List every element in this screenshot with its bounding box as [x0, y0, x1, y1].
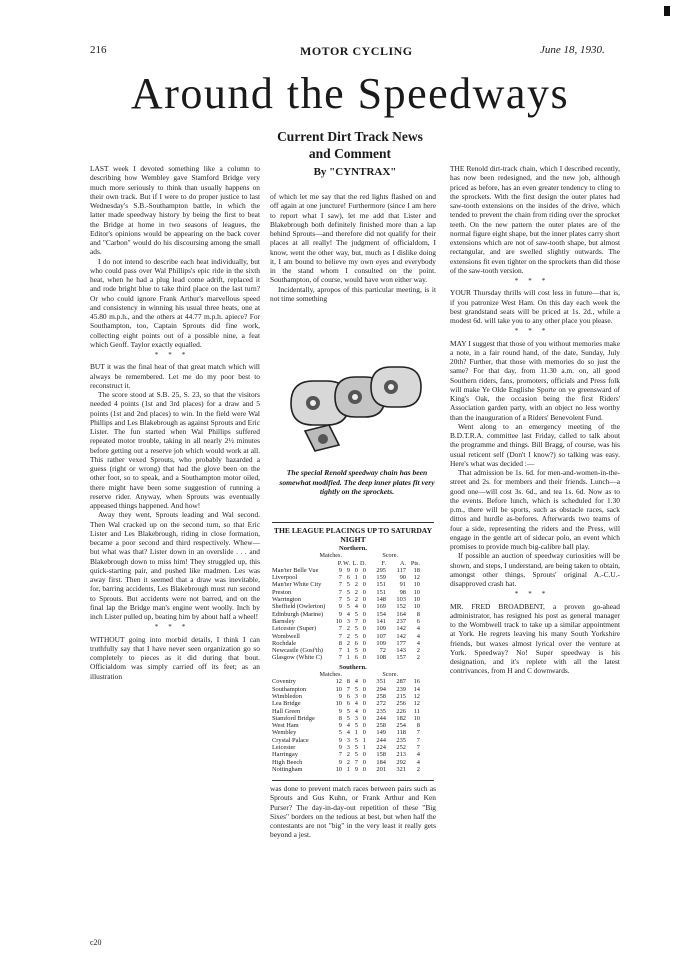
- cell-l: 2: [354, 588, 358, 596]
- cell-p: 7: [338, 625, 342, 633]
- cell-d: 0: [362, 685, 366, 693]
- table-row: [272, 744, 434, 751]
- cell-pts: 4: [416, 639, 420, 647]
- cell-l: 1: [354, 729, 358, 737]
- table-row: [272, 759, 434, 766]
- cell-pts: 4: [416, 632, 420, 640]
- cell-f: 201: [376, 765, 386, 773]
- cell-p: 7: [338, 596, 342, 604]
- cell-team: Newcastle (Gosf'th): [272, 647, 324, 655]
- cell-p: 7: [338, 574, 342, 582]
- table-row: [272, 708, 434, 715]
- cell-team: Coventry: [272, 678, 296, 686]
- cell-team: Leicester: [272, 744, 296, 752]
- paragraph: If possible an auction of speedway curiosities will be shown, and steps, I understand, are being taken to obtain, amongst other things, Sprouts' original A.-C.U.-disapproved crash hat.: [450, 551, 620, 588]
- paragraph: BUT it was the final heat of that great match which will always be remembered. Let me do my poor best to reconstruct it.: [90, 362, 260, 390]
- cell-l: 6: [354, 639, 358, 647]
- cell-l: 5: [354, 751, 358, 759]
- cell-w: 2: [346, 625, 350, 633]
- section-break: ***: [514, 327, 556, 336]
- cell-f: 295: [376, 566, 386, 574]
- paragraph: The score stood at S.B. 25, S. 23, so that the visitors needed 4 points (1st and 3rd places) for a draw and 5 points (1st and 2nd places) to win. In the field were Wal Phillips and Les Blakebrough as against Sprouts and Eric Lister. The fun started when Wal Phillips suffered repeated motor trouble, taking in all nearly 2½ minutes before getting out a reserve job which would work at all. This rather vexed Sprouts, who probably hazarded a guess (right or wrong) that had the glove been on the other foot, so to speak, and a Southampton motor oiled, there might have been some suggestion of running a reserve rider. Anyway, when Sprouts was eventually appeased things happened. And how!: [90, 390, 260, 510]
- section-break: ***: [514, 277, 556, 285]
- cell-w: 6: [346, 574, 350, 582]
- cell-team: Edinburgh (Marine): [272, 610, 324, 618]
- cell-l: 2: [354, 581, 358, 589]
- league-table: [272, 526, 434, 773]
- table-row: [272, 596, 434, 603]
- cell-l: 5: [354, 736, 358, 744]
- col-d: D.: [359, 559, 366, 567]
- cell-pts: 2: [416, 647, 420, 655]
- cell-a: 252: [396, 744, 406, 752]
- paragraph: LAST week I devoted something like a column to describing how Wembley gave Stamford Bridge very much more seriously to think than usually happens on their own track. But if I were to do proper justice to last Wednesday's S.B.-Southampton battle, in which the latter made speedway history by being the first to beat the Bridge at home in two seasons of leagues, the Editor's opinions would be appearing on the back cover and "Carbon" would do his discoursing among the small ads.: [90, 164, 260, 257]
- cell-p: 7: [338, 632, 342, 640]
- cell-a: 213: [396, 751, 406, 759]
- cell-a: 91: [399, 581, 406, 589]
- col-l: L.: [352, 559, 358, 567]
- cell-p: 9: [338, 736, 342, 744]
- table-row: [272, 567, 434, 574]
- cell-team: Wembley: [272, 729, 297, 737]
- cell-team: Southampton: [272, 685, 307, 693]
- table-row: [272, 751, 434, 758]
- cell-a: 321: [396, 765, 406, 773]
- cell-f: 72: [379, 647, 386, 655]
- cell-w: 6: [346, 700, 350, 708]
- cell-team: Crystal Palace: [272, 736, 309, 744]
- col-p: P.: [337, 559, 342, 567]
- cell-w: 2: [346, 758, 350, 766]
- cell-l: 4: [354, 678, 358, 686]
- cell-f: 151: [376, 581, 386, 589]
- cell-d: 0: [362, 714, 366, 722]
- cell-d: 0: [362, 610, 366, 618]
- cell-team: Sheffield (Owlerton): [272, 603, 326, 611]
- article-title: Around the Speedways: [130, 69, 570, 118]
- cell-a: 292: [396, 758, 406, 766]
- cell-w: 8: [346, 678, 350, 686]
- cell-w: 5: [346, 707, 350, 715]
- cell-d: 0: [362, 581, 366, 589]
- cell-f: 272: [376, 700, 386, 708]
- cell-w: 9: [346, 566, 350, 574]
- cell-f: 258: [376, 722, 386, 730]
- article-subtitle: Current Dirt Track News and Comment: [277, 129, 423, 161]
- cell-a: 256: [396, 700, 406, 708]
- cell-a: 177: [396, 639, 406, 647]
- cell-l: 7: [354, 617, 358, 625]
- cell-l: 4: [354, 707, 358, 715]
- cell-w: 3: [346, 736, 350, 744]
- cell-f: 184: [376, 758, 386, 766]
- league-heading: THE LEAGUE PLACINGS UP TO SATURDAY NIGHT: [273, 526, 433, 544]
- cell-p: 9: [338, 744, 342, 752]
- cell-p: 5: [338, 729, 342, 737]
- cell-f: 141: [376, 617, 386, 625]
- cell-team: Harringay: [272, 751, 298, 759]
- cell-d: 0: [362, 625, 366, 633]
- cell-d: 0: [362, 700, 366, 708]
- cell-l: 7: [354, 758, 358, 766]
- cell-l: 4: [354, 700, 358, 708]
- cell-p: 12: [335, 678, 342, 686]
- cell-w: 4: [346, 722, 350, 730]
- cell-p: 9: [338, 758, 342, 766]
- cell-pts: 16: [413, 678, 420, 686]
- cell-p: 7: [338, 647, 342, 655]
- cell-l: 2: [354, 596, 358, 604]
- cell-f: 109: [376, 625, 386, 633]
- cell-team: Nottingham: [272, 765, 303, 773]
- table-row: [272, 574, 434, 581]
- cell-d: 0: [362, 707, 366, 715]
- cell-d: 0: [362, 588, 366, 596]
- cell-w: 3: [346, 617, 350, 625]
- cell-p: 9: [338, 566, 342, 574]
- cell-pts: 4: [416, 625, 420, 633]
- cell-a: 142: [396, 625, 406, 633]
- divider: [272, 780, 434, 781]
- cell-pts: 4: [416, 751, 420, 759]
- cell-p: 8: [338, 714, 342, 722]
- cell-d: 0: [362, 639, 366, 647]
- paragraph: WITHOUT going into morbid details, I think I can truthfully say that I have never seen organization go so completely to pieces as it did during that bout. Officialdom was simply carried off its feet; as an illustration: [90, 634, 260, 681]
- cell-team: Rochdale: [272, 639, 297, 647]
- cell-p: 9: [338, 707, 342, 715]
- cell-d: 0: [362, 574, 366, 582]
- table-row: [272, 618, 434, 625]
- column-middle-bottom: [270, 784, 436, 840]
- page-footer-code: c20: [90, 938, 102, 947]
- cell-d: 0: [362, 654, 366, 662]
- paragraph: YOUR Thursday thrills will cost less in future—that is, if you patronize West Ham. On this day each week the best grandstand seats will be priced at 1s. 2d., while a modest 6d. will take you to any other place you please.: [450, 288, 620, 325]
- cell-d: 0: [362, 765, 366, 773]
- cell-p: 10: [335, 685, 342, 693]
- cell-w: 4: [346, 610, 350, 618]
- cell-team: Lea Bridge: [272, 700, 301, 708]
- cell-pts: 14: [413, 685, 420, 693]
- table-row: [272, 693, 434, 700]
- cell-pts: 2: [416, 654, 420, 662]
- table-row: [272, 766, 434, 773]
- cell-p: 7: [338, 751, 342, 759]
- cell-l: 3: [354, 692, 358, 700]
- cell-f: 224: [376, 744, 386, 752]
- cell-w: 6: [346, 692, 350, 700]
- cell-f: 258: [376, 692, 386, 700]
- southern-rows: [272, 678, 434, 773]
- cell-a: 226: [396, 707, 406, 715]
- cell-l: 5: [354, 610, 358, 618]
- paragraph: That admission be 1s. 6d. for men-and-women-in-the-street and 2s. for members and their friends. Lunch—a good one—will cost 3s. 6d., and tea 1s. 6d. Now as to the events. Before lunch, which is scheduled for 1.30 p.m., there will be sports, such as obstacle races, sack dittos and hurdle as-befores. Afterwards two teams of four a side, representing the riders and the Press, will engage in the gentle art of sidecar polo, an event which promises to provide much big-calibre ball play.: [450, 468, 620, 551]
- cell-f: 151: [376, 588, 386, 596]
- cell-l: 5: [354, 685, 358, 693]
- col-w: W.: [343, 559, 350, 567]
- cell-team: Man'ter White City: [272, 581, 322, 589]
- cell-d: 0: [362, 617, 366, 625]
- paragraph: MR. FRED BROADBENT, a proven go-ahead administrator, has resigned his post as general manager to the Wombwell track to take up a similar appointment at York. He regrets leaving his many South Yorkshire friends, but waxes almost lyrical over the venture at York. Speedway? No! Super speedway is his designation, and it's replete with all the latest contrivances, from H and C downwards.: [450, 601, 620, 676]
- table-row: [272, 700, 434, 707]
- cell-p: 9: [338, 610, 342, 618]
- cell-p: 10: [335, 617, 342, 625]
- cell-p: 10: [335, 765, 342, 773]
- cell-w: 2: [346, 632, 350, 640]
- northern-rows: [272, 567, 434, 662]
- cell-a: 254: [396, 722, 406, 730]
- cell-pts: 7: [416, 744, 420, 752]
- cell-team: Leicester (Super): [272, 625, 317, 633]
- cell-d: 0: [362, 647, 366, 655]
- cell-p: 9: [338, 722, 342, 730]
- cell-l: 5: [354, 632, 358, 640]
- cell-p: 7: [338, 654, 342, 662]
- section-break: ***: [514, 590, 556, 599]
- paragraph: of which let me say that the red lights flashed on and off again at one juncture! Furthermore (since I am here to report what I saw), let me add that Lister and Blakebrough both definitely finished more than a lap behind Sprouts—and therefore did not qualify for their places at all really! The judgment of officialdom, I know, went the other way, but, much as I dislike doing it, I am bound to believe my own eyes and everybody in the stand whom I consulted on the point. Southampton, of course, would have won either way.: [270, 192, 436, 285]
- paragraph: THE Renold dirt-track chain, which I described recently, has now been redesigned, and the new job, although priced as before, has an even greater tendency to cling to the sprockets. With the first design the outer plates had saw-tooth extensions on the insides of the drive, which tended to prevent the chain from riding over the sprocket teeth. On the new pattern the outer plates are of the normal figure eight shape, but the inner plates carry short extensions which are not of saw-tooth shape, but almost rectangular, and are swelled slightly outwards. The extensions fit even tighter on the sprockets than did those of the saw-tooth version.: [450, 164, 620, 275]
- table-row: [272, 625, 434, 632]
- paragraph: Incidentally, apropos of this particular meeting, is it not time something: [270, 284, 436, 303]
- cell-w: 1: [346, 647, 350, 655]
- cell-a: 287: [396, 678, 406, 686]
- figure-caption: The special Renold speedway chain has been somewhat modified. The deep inner plates fit very tightly on the sprockets.: [279, 468, 435, 496]
- cell-pts: 18: [413, 566, 420, 574]
- paragraph: was done to prevent match races between pairs such as Sprouts and Gus Kuhn, or Frank Arthur and Ken Purser? The day-in-day-out repetition of these "Big Sixes" borders on the tedious at best, but when half the contestants are not "big" in the very least it really gets beyond a jest.: [270, 784, 436, 840]
- cell-pts: 10: [413, 714, 420, 722]
- cell-w: 2: [346, 639, 350, 647]
- table-row: [272, 678, 434, 685]
- cell-f: 158: [376, 751, 386, 759]
- cell-l: 5: [354, 625, 358, 633]
- cell-d: 0: [362, 566, 366, 574]
- table-row: [272, 737, 434, 744]
- cell-w: 5: [346, 714, 350, 722]
- cell-team: Liverpool: [272, 574, 298, 582]
- cell-p: 7: [338, 588, 342, 596]
- cell-l: 6: [354, 654, 358, 662]
- scan-registration-mark: [664, 6, 670, 16]
- page-number: 216: [90, 44, 107, 56]
- cell-team: Glasgow (White C): [272, 654, 323, 662]
- col-pts: Pts.: [410, 559, 420, 567]
- cell-w: 5: [346, 596, 350, 604]
- cell-l: 3: [354, 714, 358, 722]
- cell-f: 107: [376, 632, 386, 640]
- cell-f: 149: [376, 729, 386, 737]
- table-header: [272, 671, 434, 678]
- cell-f: 235: [376, 707, 386, 715]
- cell-a: 142: [396, 632, 406, 640]
- cell-f: 108: [376, 654, 386, 662]
- table-row: [272, 729, 434, 736]
- cell-pts: 8: [416, 610, 420, 618]
- cell-d: 1: [362, 736, 366, 744]
- cell-a: 164: [396, 610, 406, 618]
- cell-d: 0: [362, 692, 366, 700]
- cell-p: 7: [338, 581, 342, 589]
- cell-a: 182: [396, 714, 406, 722]
- cell-w: 5: [346, 581, 350, 589]
- cell-pts: 11: [413, 707, 420, 715]
- cell-team: Wombwell: [272, 632, 300, 640]
- cell-pts: 10: [413, 596, 420, 604]
- cell-pts: 12: [413, 574, 420, 582]
- cell-team: Barnsley: [272, 617, 295, 625]
- cell-a: 98: [399, 588, 406, 596]
- table-row: [272, 640, 434, 647]
- table-row: [272, 654, 434, 661]
- cell-w: 2: [346, 751, 350, 759]
- score-header: Score.: [382, 552, 398, 560]
- cell-f: 169: [376, 603, 386, 611]
- cell-f: 244: [376, 714, 386, 722]
- cell-d: 0: [362, 603, 366, 611]
- cell-pts: 7: [416, 729, 420, 737]
- paragraph: I do not intend to describe each heat individually, but who could pass over Wal Phillips's epic ride in the sixth heat, when he had a plug lead come adrift, replaced it and rode bright blue to take third place on the last turn? Or who could ignore Frank Arthur's marvellous speed and consistency in winning his usual three heats, one at 45.80 m.p.h., and the others at 44.77 m.p.h. apiece? For Southampton, too, Captain Sprouts did fine work, collecting eight points out of a possible nine, a feat which Geoff. Taylor exactly equalled.: [90, 256, 260, 349]
- cell-a: 117: [396, 566, 406, 574]
- cell-d: 1: [362, 744, 366, 752]
- cell-w: 1: [346, 654, 350, 662]
- renold-chain-illustration: [285, 345, 425, 467]
- cell-d: 0: [362, 751, 366, 759]
- cell-team: West Ham: [272, 722, 299, 730]
- cell-team: Wimbledon: [272, 692, 302, 700]
- cell-team: Warrington: [272, 596, 301, 604]
- cell-w: 5: [346, 603, 350, 611]
- cell-a: 118: [396, 729, 406, 737]
- cell-team: Stamford Bridge: [272, 714, 315, 722]
- cell-d: 0: [362, 722, 366, 730]
- table-row: [272, 589, 434, 596]
- table-row: [272, 647, 434, 654]
- cell-team: Hall Green: [272, 707, 301, 715]
- magazine-masthead: MOTOR CYCLING: [300, 44, 413, 58]
- score-header: Score.: [382, 671, 398, 679]
- article-byline: By "CYNTRAX": [313, 166, 397, 178]
- cell-pts: 10: [413, 588, 420, 596]
- cell-l: 5: [354, 744, 358, 752]
- cell-d: 0: [362, 758, 366, 766]
- cell-l: 4: [354, 603, 358, 611]
- northern-label: Northern.: [338, 545, 368, 552]
- cell-pts: 12: [413, 692, 420, 700]
- cell-a: 235: [396, 736, 406, 744]
- cell-pts: 8: [416, 722, 420, 730]
- cell-w: 1: [346, 765, 350, 773]
- divider: [272, 522, 434, 523]
- matches-header: Matches.: [319, 671, 342, 679]
- table-row: [272, 611, 434, 618]
- table-header: [272, 552, 434, 559]
- cell-f: 351: [376, 678, 386, 686]
- table-row: [272, 603, 434, 610]
- paragraph: Away they went, Sprouts leading and Wal second. Then Wal cracked up on the second turn, so that Eric Lister and Les Blakebrough, riding in close formation, became a poor second and third respectively. Whew—but what was that? Lister down in an overslide . . . and Blakebrough down to miss him! They struggled up, this quick-starting pair, and pushed like madmen. Les was away first. Then it seemed that a draw was inevitable, for, barring accidents, Les Blakebrough must run second to Sprouts. But accidents were not barred, and on the final lap the Bridge man's engine went woolly. Inch by inch Lister pulled up, beating him by about half a wheel!: [90, 510, 260, 621]
- matches-header: Matches.: [319, 552, 342, 560]
- cell-a: 152: [396, 603, 406, 611]
- cell-f: 148: [376, 596, 386, 604]
- cell-team: High Beech: [272, 758, 303, 766]
- southern-label: Southern.: [339, 663, 367, 671]
- paragraph: MAY I suggest that those of you without memories make a note, in a fair round hand, of the date, Sunday, July 20th? Further, that those with memories do so just the same? For that day, from 11.30 a.m. on, all good Southern riders, fans, promoters, officials and Press folk will make Ye Olde Englishe Sporte on ye greensward of King's Oak, the occasion being the first Riders' Association garden party, with an object no less worthy than the inauguration of a Riders' Benevolent Fund.: [450, 338, 620, 422]
- cell-f: 244: [376, 736, 386, 744]
- cell-d: 0: [362, 596, 366, 604]
- cell-f: 109: [376, 639, 386, 647]
- cell-pts: 12: [413, 700, 420, 708]
- cell-a: 215: [396, 692, 406, 700]
- table-row: [272, 581, 434, 588]
- cell-pts: 10: [413, 581, 420, 589]
- table-row: [272, 715, 434, 722]
- cell-l: 9: [354, 765, 358, 773]
- cell-a: 143: [396, 647, 406, 655]
- section-break: ***: [154, 351, 196, 359]
- cell-a: 157: [396, 654, 406, 662]
- table-row: [272, 686, 434, 693]
- table-subheader: [272, 560, 434, 567]
- cell-f: 294: [376, 685, 386, 693]
- table-row: [272, 722, 434, 729]
- cell-pts: 7: [416, 736, 420, 744]
- column-middle: [270, 192, 436, 303]
- cell-p: 9: [338, 692, 342, 700]
- cell-w: 5: [346, 588, 350, 596]
- cell-w: 7: [346, 685, 350, 693]
- cell-team: Man'ter Belle Vue: [272, 566, 319, 574]
- cell-w: 4: [346, 729, 350, 737]
- cell-w: 3: [346, 744, 350, 752]
- cell-p: 9: [338, 603, 342, 611]
- cell-l: 0: [354, 566, 358, 574]
- section-break: ***: [154, 623, 196, 632]
- cell-d: 0: [362, 678, 366, 686]
- paragraph: Went along to an emergency meeting of the B.D.T.R.A. committee last Friday, called to talk about the programme and things. Bill Bragg, of course, was his usual reticent self (Don't I know?) so talking was easy. Here's what was decided :—: [450, 421, 620, 468]
- cell-a: 237: [396, 617, 406, 625]
- cell-d: 0: [362, 632, 366, 640]
- issue-date: June 18, 1930.: [540, 44, 605, 56]
- cell-a: 90: [399, 574, 406, 582]
- cell-pts: 6: [416, 617, 420, 625]
- col-a: A.: [399, 559, 406, 567]
- cell-l: 5: [354, 722, 358, 730]
- column-right: [450, 162, 620, 676]
- cell-pts: 2: [416, 765, 420, 773]
- cell-l: 5: [354, 647, 358, 655]
- column-left: [90, 162, 260, 681]
- cell-l: 1: [354, 574, 358, 582]
- col-f: F.: [381, 559, 386, 567]
- cell-a: 103: [396, 596, 406, 604]
- cell-f: 154: [376, 610, 386, 618]
- cell-d: 0: [362, 729, 366, 737]
- cell-pts: 10: [413, 603, 420, 611]
- cell-a: 239: [396, 685, 406, 693]
- cell-p: 8: [338, 639, 342, 647]
- cell-f: 159: [376, 574, 386, 582]
- table-row: [272, 633, 434, 640]
- cell-team: Preston: [272, 588, 292, 596]
- cell-p: 10: [335, 700, 342, 708]
- cell-pts: 4: [416, 758, 420, 766]
